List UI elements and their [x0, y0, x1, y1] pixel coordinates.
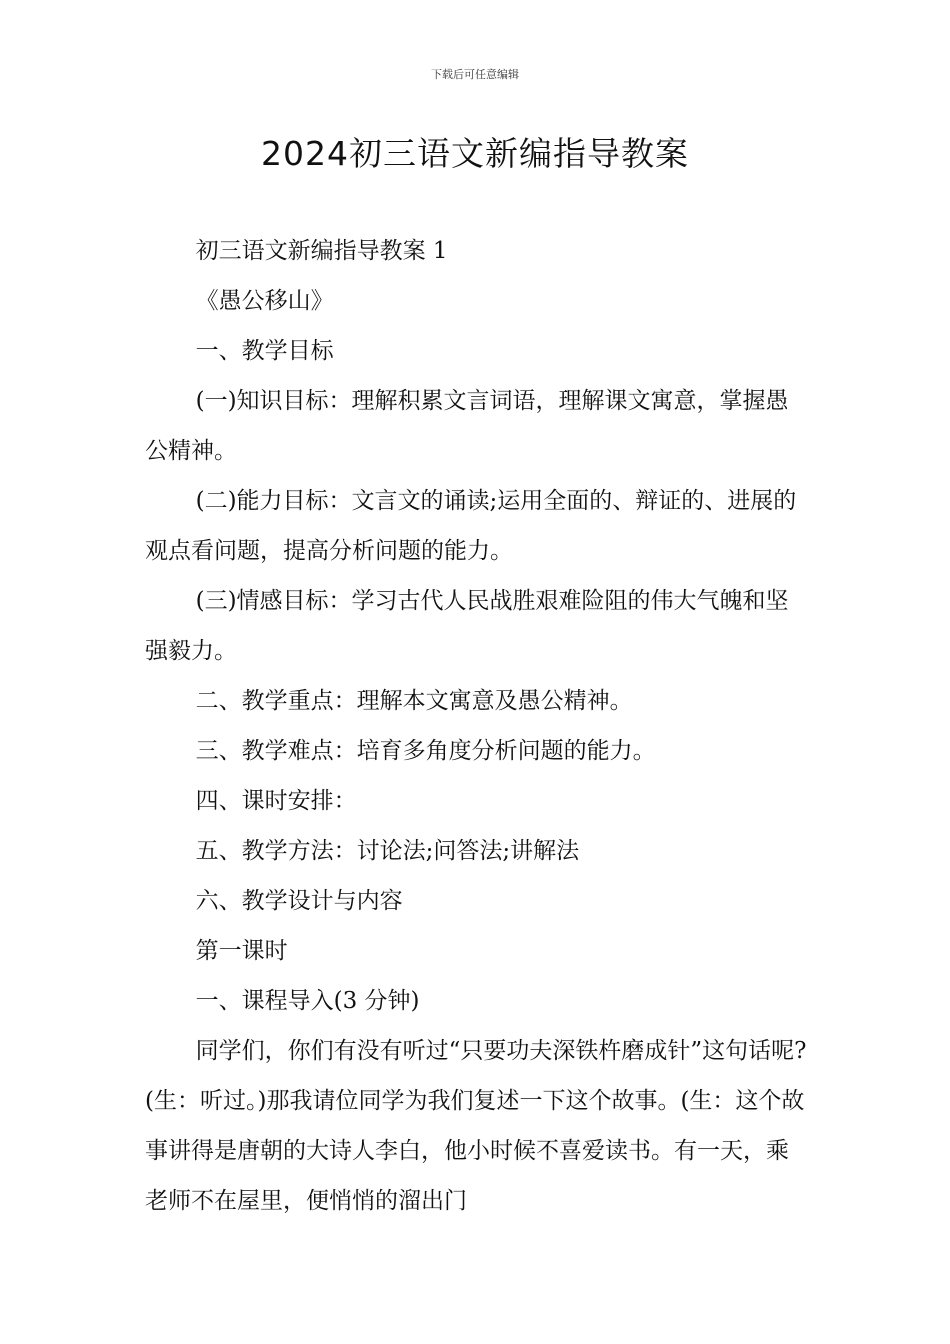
header-note: 下载后可任意编辑: [431, 68, 519, 81]
section-heading: 初三语文新编指导教案 1: [195, 238, 448, 264]
paragraph: 同学们，你们有没有听过“只要功夫深铁杵磨成针”这句话呢?(生：听过。)那我请位同学为我们复述一下这个故事。(生：这个故事讲得是唐朝的大诗人李白，他小时候不喜爱读书。有一天，乘老师不在屋里，便悄悄的溜出门: [145, 1038, 807, 1214]
document-title: 2024初三语文新编指导教案: [261, 134, 689, 173]
paragraph: 六、教学设计与内容: [195, 888, 403, 914]
paragraph: 一、课程导入(3 分钟): [195, 988, 420, 1014]
paragraph: 三、教学难点：培育多角度分析问题的能力。: [195, 738, 656, 764]
paragraph: 五、教学方法：讨论法;问答法;讲解法: [195, 838, 580, 864]
paragraph: (二)能力目标：文言文的诵读;运用全面的、辩证的、进展的观点看问题，提高分析问题的能力。: [145, 488, 797, 564]
paragraph: 四、课时安排：: [195, 788, 357, 814]
paragraph: 二、教学重点：理解本文寓意及愚公精神。: [195, 688, 633, 714]
paragraph: 一、教学目标: [195, 338, 334, 364]
lesson-title: 《愚公移山》: [195, 288, 334, 314]
paragraph: 第一课时: [195, 938, 288, 964]
paragraph: (三)情感目标：学习古代人民战胜艰难险阻的伟大气魄和坚强毅力。: [145, 588, 789, 664]
document-body: [145, 226, 810, 1226]
paragraph: (一)知识目标：理解积累文言词语，理解课文寓意，掌握愚公精神。: [145, 388, 789, 464]
